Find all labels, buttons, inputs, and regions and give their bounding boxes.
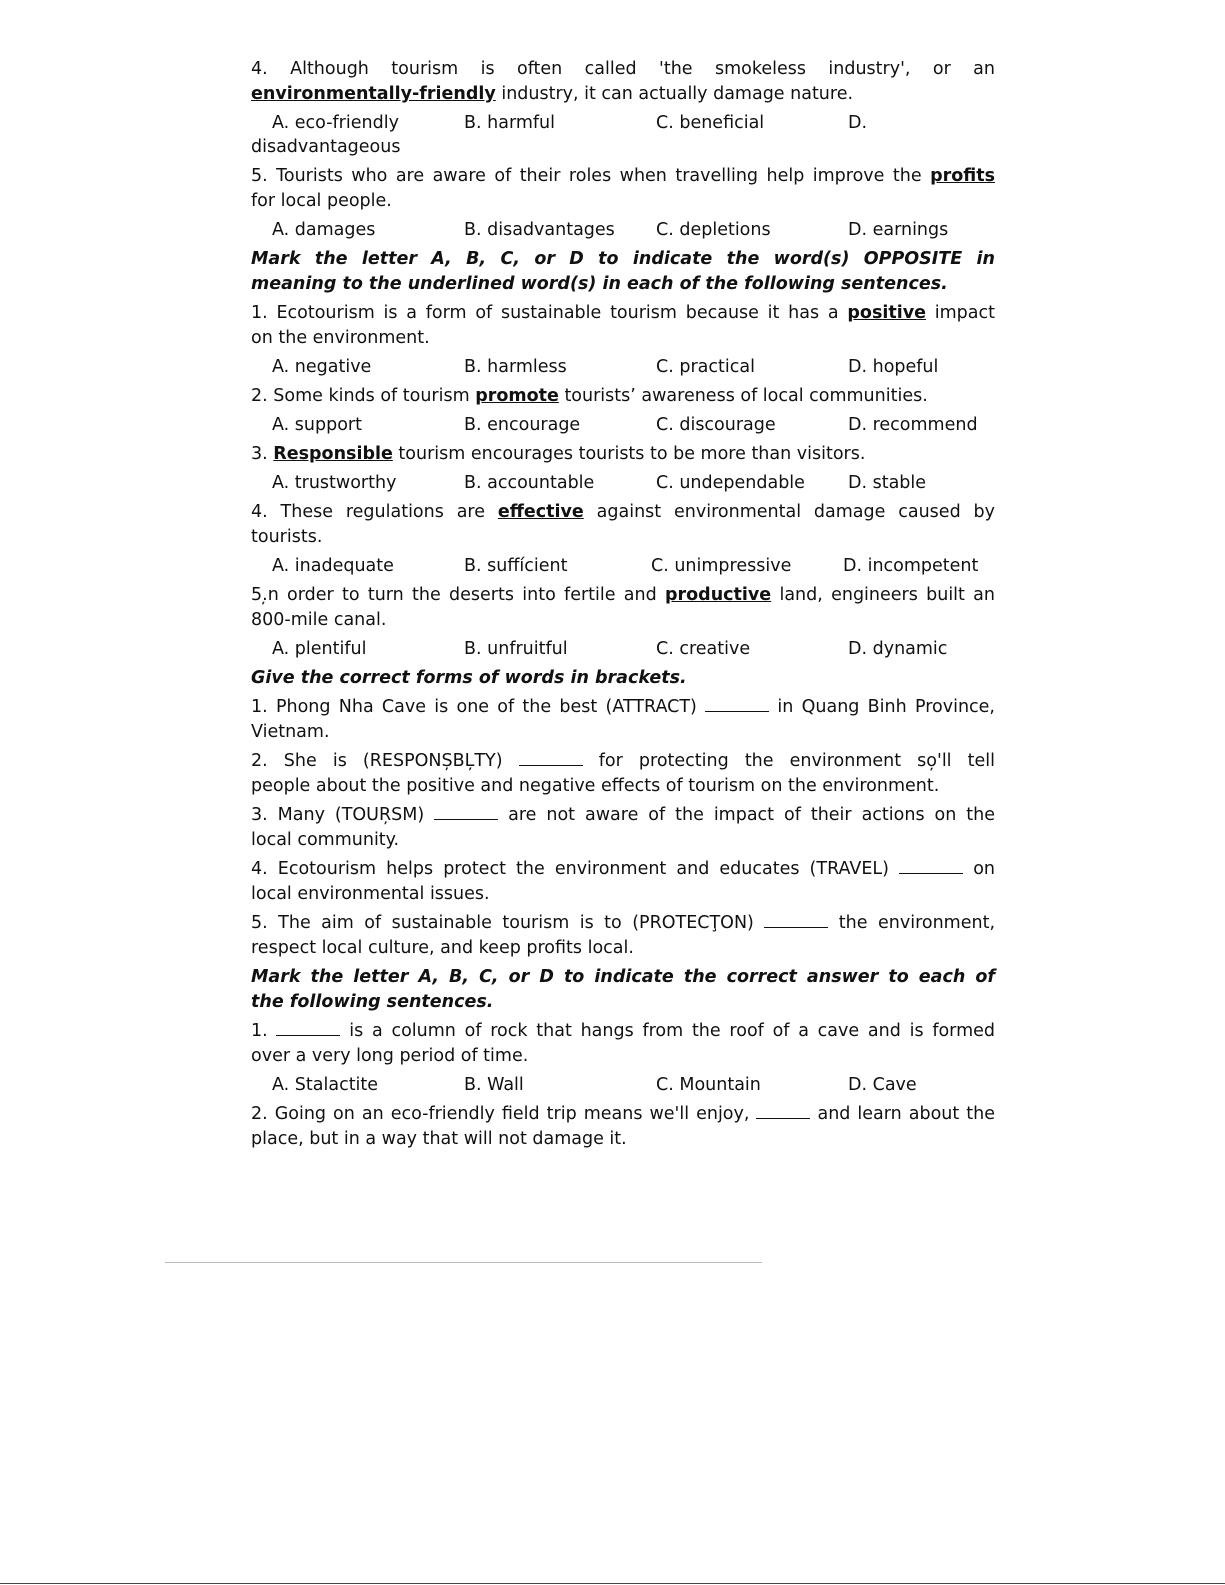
heading-line: the following sentences. <box>251 992 494 1012</box>
option-b[interactable]: B. suffícient <box>464 556 568 576</box>
answer-options <box>251 218 995 242</box>
question-text: people about the positive and negative effects of tourism on the environment. <box>251 776 940 796</box>
question-text: on the environment. <box>251 328 430 348</box>
question-text: 2. Some kinds of tourism <box>251 386 476 406</box>
question-text: 1. Phong Nha Cave is one of the best (ATTRACT) <box>251 697 706 717</box>
question-text: over a very long period of time. <box>251 1046 529 1066</box>
opposite-question-4 <box>251 500 995 550</box>
question-text: tourists. <box>251 527 323 547</box>
question-text: for local people. <box>251 191 392 211</box>
option-c[interactable]: C. discourage <box>656 415 776 435</box>
question-text: industry, it can actually damage nature. <box>495 84 854 104</box>
underlined-word: positive <box>847 303 926 323</box>
worksheet-page <box>251 57 995 1156</box>
answer-blank[interactable] <box>519 751 583 766</box>
option-d[interactable]: D. hopeful <box>848 357 939 377</box>
question-text: is a column of rock that hangs from the roof of a cave and is formed <box>340 1021 995 1041</box>
underlined-word: Responsible <box>273 444 393 464</box>
option-a[interactable]: A. inadequate <box>272 556 394 576</box>
option-d[interactable]: D. Cave <box>848 1075 917 1095</box>
underlined-word: promote <box>475 386 559 406</box>
question-text: respect local culture, and keep profits local. <box>251 938 634 958</box>
question-text: impact <box>926 303 995 323</box>
answer-options <box>251 413 995 437</box>
option-b[interactable]: B. disadvantages <box>464 220 615 240</box>
answer-options <box>251 1073 995 1097</box>
question-text: 3. Many (TOUŖSM) <box>251 805 435 825</box>
question-text: place, but in a way that will not damage it. <box>251 1129 627 1149</box>
question-text: 2. She is (RESPONȘBĻTY) <box>251 751 519 771</box>
question-text: 2. Going on an eco-friendly field trip means we'll enjoy, <box>251 1104 757 1124</box>
option-a[interactable]: A. Stalactite <box>272 1075 379 1095</box>
option-a[interactable]: A. plentiful <box>272 639 367 659</box>
option-d[interactable]: D. recommend <box>848 415 978 435</box>
answer-options <box>251 637 995 661</box>
question-text: 1. Ecotourism is a form of sustainable tourism because it has a <box>251 303 848 323</box>
word-form-question-4 <box>251 857 995 907</box>
question-5-synonym <box>251 164 995 214</box>
option-b[interactable]: B. encourage <box>464 415 581 435</box>
question-text: 3. <box>251 444 274 464</box>
question-text: 1. <box>251 1021 277 1041</box>
option-d[interactable]: D. <box>848 113 868 133</box>
question-text: in Quang Binh Province, <box>769 697 995 717</box>
question-text: for protecting the environment so̦'ll tell <box>582 751 995 771</box>
word-form-question-1 <box>251 695 995 745</box>
opposite-question-5 <box>251 583 995 633</box>
option-c[interactable]: C. beneficial <box>656 113 765 133</box>
heading-line: Mark the letter A, B, C, or D to indicate the correct answer to each of <box>251 967 995 987</box>
section-heading-word-forms: Give the correct forms of words in brackets. <box>251 668 687 688</box>
answer-blank[interactable] <box>764 913 828 928</box>
option-d[interactable]: D. earnings <box>848 220 949 240</box>
answer-options <box>251 111 995 135</box>
option-d[interactable]: D. dynamic <box>848 639 948 659</box>
answer-options <box>251 554 995 578</box>
option-a[interactable]: A. trustworthy <box>272 473 397 493</box>
question-text: local community. <box>251 830 400 850</box>
question-text: 5. Tourists who are aware of their roles when travelling help improve the <box>251 166 931 186</box>
answer-blank[interactable] <box>276 1021 340 1036</box>
opposite-question-2 <box>251 384 995 409</box>
word-form-question-3 <box>251 803 995 853</box>
option-d[interactable]: D. incompetent <box>843 556 979 576</box>
heading-line: Mark the letter A, B, C, or D to indicate the word(s) OPPOSITE in <box>251 249 995 269</box>
word-form-question-2 <box>251 749 995 799</box>
option-a[interactable]: A. eco-friendly <box>272 113 399 133</box>
question-text: against environmental damage caused by <box>583 502 996 522</box>
option-b[interactable]: B. harmful <box>464 113 555 133</box>
option-a[interactable]: A. negative <box>272 357 372 377</box>
question-text: land, engineers built an <box>771 585 995 605</box>
option-c[interactable]: C. unimpressive <box>651 556 792 576</box>
answer-blank[interactable] <box>434 805 498 820</box>
answer-blank[interactable] <box>705 697 769 712</box>
footnote-separator <box>165 1262 762 1263</box>
underlined-word: productive <box>665 585 772 605</box>
answer-options <box>251 471 995 495</box>
question-text: 4. Although tourism is often called 'the smokeless industry', or an <box>251 59 995 79</box>
answer-options <box>251 355 995 379</box>
question-text: tourists’ awareness of local communities. <box>558 386 928 406</box>
question-text: 800-mile canal. <box>251 610 387 630</box>
option-a[interactable]: A. support <box>272 415 362 435</box>
underlined-word: effective <box>497 502 584 522</box>
option-c[interactable]: C. creative <box>656 639 751 659</box>
correct-answer-question-1 <box>251 1019 995 1069</box>
option-c[interactable]: C. depletions <box>656 220 771 240</box>
option-b[interactable]: B. accountable <box>464 473 595 493</box>
heading-line: meaning to the underlined word(s) in each of the following sentences. <box>251 274 948 294</box>
question-text: 4. These regulations are <box>251 502 498 522</box>
answer-blank[interactable] <box>899 859 963 874</box>
section-heading-correct-answer <box>251 965 995 1015</box>
section-heading-opposite <box>251 247 995 297</box>
question-text: tourism encourages tourists to be more than visitors. <box>392 444 866 464</box>
question-text: 5. The aim of sustainable tourism is to (PROTECŢON) <box>251 913 765 933</box>
opposite-question-1 <box>251 301 995 351</box>
page-bottom-border <box>0 1583 1225 1584</box>
question-text: on <box>963 859 995 879</box>
option-b[interactable]: B. Wall <box>464 1075 524 1095</box>
correct-answer-question-2 <box>251 1102 995 1152</box>
option-d-wrap[interactable]: disadvantageous <box>251 137 401 157</box>
question-text: are not aware of the impact of their actions on the <box>498 805 995 825</box>
option-b[interactable]: B. unfruitful <box>464 639 568 659</box>
option-c[interactable]: C. Mountain <box>656 1075 761 1095</box>
word-form-question-5 <box>251 911 995 961</box>
question-text: local environmental issues. <box>251 884 490 904</box>
question-text: 5.̦n order to turn the deserts into fertile and <box>251 585 665 605</box>
opposite-question-3 <box>251 442 995 467</box>
question-text: 4. Ecotourism helps protect the environment and educates (TRAVEL) <box>251 859 900 879</box>
answer-blank[interactable] <box>756 1104 810 1119</box>
option-c[interactable]: C. practical <box>656 357 755 377</box>
question-text: and learn about the <box>810 1104 995 1124</box>
question-text: Vietnam. <box>251 722 330 742</box>
option-d[interactable]: D. stable <box>848 473 927 493</box>
option-c[interactable]: C. undependable <box>656 473 805 493</box>
question-text: the environment, <box>828 913 996 933</box>
underlined-word: environmentally-friendly <box>251 84 496 104</box>
option-b[interactable]: B. harmless <box>464 357 567 377</box>
option-a[interactable]: A. damages <box>272 220 376 240</box>
question-4-synonym <box>251 57 995 107</box>
underlined-word: profits <box>930 166 995 186</box>
